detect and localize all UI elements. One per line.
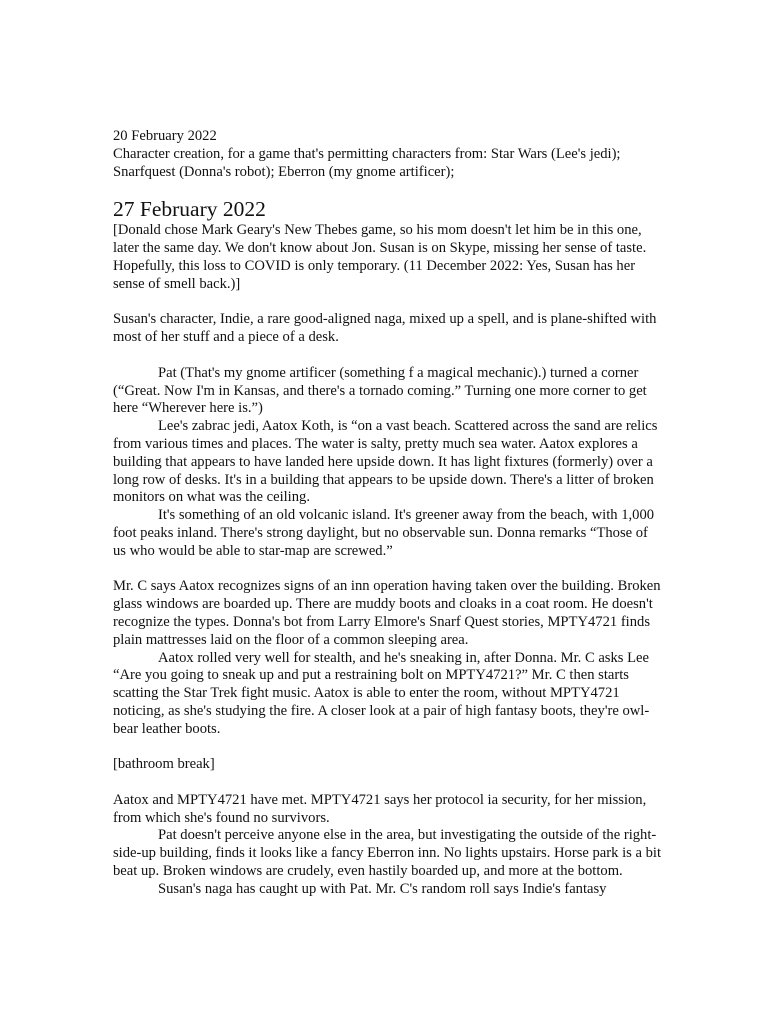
- naga-paragraph: Susan's naga has caught up with Pat. Mr. C's random roll says Indie's fantasy: [158, 880, 607, 897]
- entry-date-27-feb: 27 February 2022: [113, 197, 266, 222]
- perceive-paragraph: Pat doesn't perceive anyone else in the area, but investigating the outside of the right-side-up building, finds it looks like a fancy Eberron inn. No lights upstairs. Horse park is a bit beat up. Broken windows are crudely, even hastily boarded up, and more at the bottom.: [113, 827, 661, 880]
- pat-paragraph: Pat (That's my gnome artificer (something f a magical mechanic).) turned a corner (“Great. Now I'm in Kansas, and there's a tornado coming.” Turning one more corner to get here “Wherever here is.”): [113, 364, 647, 417]
- entry-date-20-feb: 20 February 2022: [113, 128, 217, 144]
- bracket-note-paragraph: [Donald chose Mark Geary's New Thebes game, so his mom doesn't let him be in this one, later the same day. We don't know about Jon. Susan is on Skype, missing her sense of taste. Hopefully, this loss to COVID is only temporary. (11 December 2022: Yes, Susan has her sense of smell back.)]: [113, 222, 647, 292]
- paragraph-spacer: [113, 774, 661, 792]
- paragraph-spacer: [113, 739, 661, 757]
- intro-paragraph: Character creation, for a game that's permitting characters from: Star Wars (Lee's jedi); Snarfquest (Donna's robot); Eberron (my gnome artificer);: [113, 145, 621, 180]
- paragraph-spacer: [113, 347, 661, 365]
- island-paragraph: It's something of an old volcanic island. It's greener away from the beach, with 1,000 foot peaks inland. There's strong daylight, but no observable sun. Donna remarks “Those of us who would be able to star-map are screwed.”: [113, 507, 655, 559]
- met-paragraph: Aatox and MPTY4721 have met. MPTY4721 says her protocol ia security, for her mission, from which she's found no survivors.: [113, 791, 647, 826]
- susan-character-paragraph: Susan's character, Indie, a rare good-aligned naga, mixed up a spell, and is plane-shifted with most of her stuff and a piece of a desk.: [113, 311, 657, 346]
- paragraph-spacer: [113, 561, 661, 579]
- bathroom-break-note: [bathroom break]: [113, 756, 215, 773]
- lee-jedi-paragraph: Lee's zabrac jedi, Aatox Koth, is “on a vast beach. Scattered across the sand are relics from various times and places. The water is salty, pretty much sea water. Aatox explores a building that appears to have landed here upside down. It has light fixtures (formerly) over a long row of desks. It's in a building that appears to be upside down. There's a litter of broken monitors on what was the ceiling.: [113, 418, 658, 506]
- mr-c-paragraph: Mr. C says Aatox recognizes signs of an inn operation having taken over the building. Broken glass windows are boarded up. There are muddy boots and cloaks in a coat room. He doesn't recognize the types. Donna's bot from Larry Elmore's Snarf Quest stories, MPTY4721 finds plain mattresses laid on the floor of a common sleeping area.: [113, 578, 661, 648]
- document-page: [113, 128, 661, 899]
- paragraph-spacer: [113, 294, 661, 312]
- stealth-paragraph: Aatox rolled very well for stealth, and he's sneaking in, after Donna. Mr. C asks Lee “Are you going to sneak up and put a restraining bolt on MPTY4721?” Mr. C then starts scatting the Star Trek fight music. Aatox is able to enter the room, without MPTY4721 noticing, as she's studying the fire. A closer look at a pair of high fantasy boots, they're owl-bear leather boots.: [113, 649, 650, 737]
